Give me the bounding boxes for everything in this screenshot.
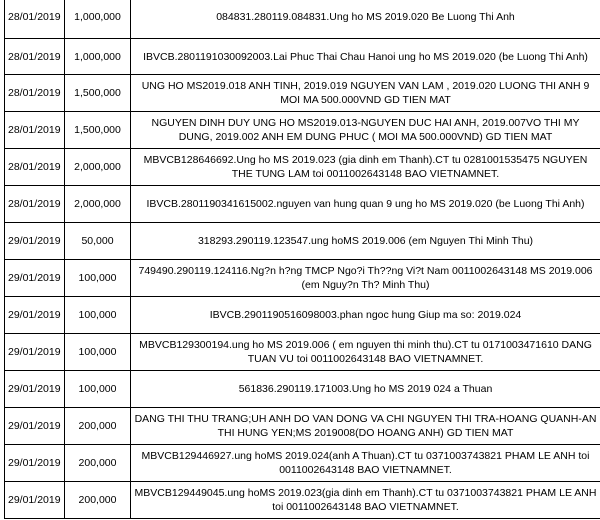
- amount-cell: 1,000,000: [65, 0, 131, 39]
- description-cell: IBVCB.2901190516098003.phan ngoc hung Giup ma so: 2019.024: [131, 297, 600, 334]
- date-cell: 29/01/2019: [5, 408, 65, 445]
- table-row: [5, 408, 600, 445]
- table-row: [5, 149, 600, 186]
- description-cell: MBVCB129300194.ung ho MS 2019.006 ( em nguyen thi minh thu).CT tu 0171003471610 DANG TUAN VU toi 0011002643148 BAO VIETNAMNET.: [131, 334, 600, 371]
- amount-cell: 200,000: [65, 445, 131, 482]
- amount-cell: 200,000: [65, 408, 131, 445]
- date-cell: 29/01/2019: [5, 334, 65, 371]
- date-cell: 29/01/2019: [5, 260, 65, 297]
- description-cell: MBVCB129449045.ung hoMS 2019.023(gia dinh em Thanh).CT tu 0371003743821 PHAM LE ANH toi 0011002643148 BAO VIETNAMNET.: [131, 482, 600, 519]
- description-cell: DANG THI THU TRANG;UH ANH DO VAN DONG VA CHI NGUYEN THI TRA-HOANG QUANH-AN THI HUNG YEN;MS 2019008(DO HOANG ANH) GD TIEN MAT: [131, 408, 600, 445]
- date-cell: 28/01/2019: [5, 75, 65, 112]
- amount-cell: 50,000: [65, 223, 131, 260]
- description-cell: UNG HO MS2019.018 ANH TINH, 2019.019 NGUYEN VAN LAM , 2019.020 LUONG THI ANH 9 MOI MA 500.000VND GD TIEN MAT: [131, 75, 600, 112]
- table-row: [5, 334, 600, 371]
- date-cell: 28/01/2019: [5, 0, 65, 39]
- amount-cell: 100,000: [65, 260, 131, 297]
- description-cell: 561836.290119.171003.Ung ho MS 2019 024 a Thuan: [131, 371, 600, 408]
- amount-cell: 1,500,000: [65, 75, 131, 112]
- date-cell: 29/01/2019: [5, 371, 65, 408]
- amount-cell: 200,000: [65, 482, 131, 519]
- amount-cell: 100,000: [65, 371, 131, 408]
- amount-cell: 100,000: [65, 297, 131, 334]
- table-row: [5, 482, 600, 519]
- table-row: [5, 371, 600, 408]
- date-cell: 28/01/2019: [5, 149, 65, 186]
- table-row: [5, 260, 600, 297]
- amount-cell: 1,500,000: [65, 112, 131, 149]
- table-row: [5, 186, 600, 223]
- description-cell: MBVCB128646692.Ung ho MS 2019.023 (gia dinh em Thanh).CT tu 0281001535475 NGUYEN THE TUNG LAM toi 0011002643148 BAO VIETNAMNET.: [131, 149, 600, 186]
- date-cell: 28/01/2019: [5, 186, 65, 223]
- transaction-table: [4, 0, 600, 519]
- table-row: [5, 39, 600, 75]
- amount-cell: 100,000: [65, 334, 131, 371]
- description-cell: NGUYEN DINH DUY UNG HO MS2019.013-NGUYEN DUC HAI ANH, 2019.007VO THI MY DUNG, 2019.002 ANH EM DUNG PHUC ( MOI MA 500.000VND) GD TIEN MAT: [131, 112, 600, 149]
- description-cell: 084831.280119.084831.Ung ho MS 2019.020 Be Luong Thi Anh: [131, 0, 600, 39]
- date-cell: 29/01/2019: [5, 445, 65, 482]
- amount-cell: 2,000,000: [65, 149, 131, 186]
- table-row: [5, 112, 600, 149]
- description-cell: IBVCB.2801191030092003.Lai Phuc Thai Chau Hanoi ung ho MS 2019.020 (be Luong Thi Anh): [131, 39, 600, 75]
- date-cell: 29/01/2019: [5, 297, 65, 334]
- amount-cell: 1,000,000: [65, 39, 131, 75]
- date-cell: 29/01/2019: [5, 223, 65, 260]
- table-row: [5, 75, 600, 112]
- table-row: [5, 297, 600, 334]
- date-cell: 28/01/2019: [5, 112, 65, 149]
- description-cell: IBVCB.2801190341615002.nguyen van hung quan 9 ung ho MS 2019.020 (be Luong Thi Anh): [131, 186, 600, 223]
- amount-cell: 2,000,000: [65, 186, 131, 223]
- table-row: [5, 0, 600, 39]
- table-row: [5, 445, 600, 482]
- description-cell: MBVCB129446927.ung hoMS 2019.024(anh A Thuan).CT tu 0371003743821 PHAM LE ANH toi 0011002643148 BAO VIETNAMNET.: [131, 445, 600, 482]
- table-row: [5, 223, 600, 260]
- date-cell: 29/01/2019: [5, 482, 65, 519]
- date-cell: 28/01/2019: [5, 39, 65, 75]
- description-cell: 318293.290119.123547.ung hoMS 2019.006 (em Nguyen Thi Minh Thu): [131, 223, 600, 260]
- description-cell: 749490.290119.124116.Ng?n h?ng TMCP Ngo?i Th??ng Vi?t Nam 0011002643148 MS 2019.006 (em Nguy?n Th? Minh Thu): [131, 260, 600, 297]
